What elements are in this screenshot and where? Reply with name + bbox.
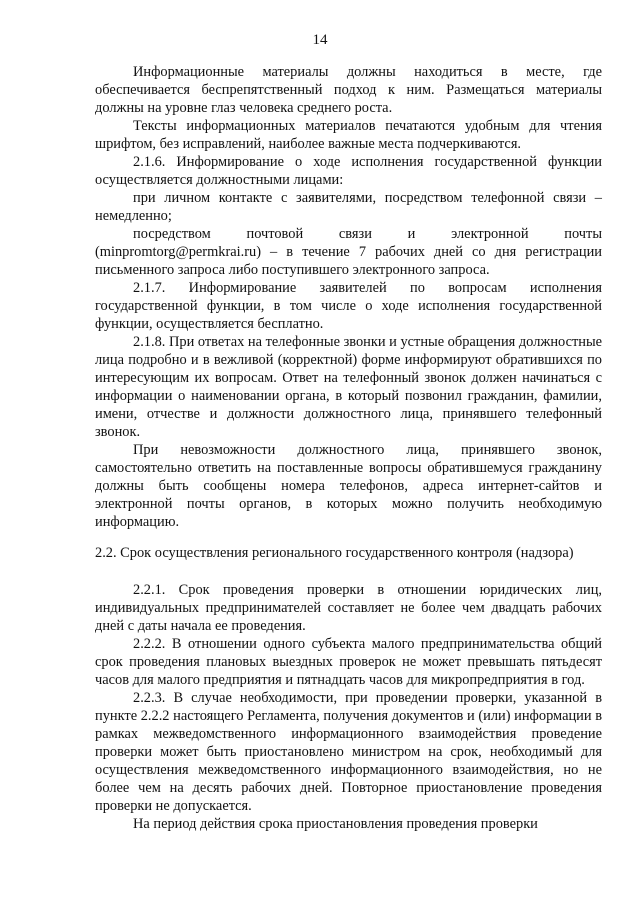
section-heading: 2.2. Срок осуществления регионального государственного контроля (надзора) [95,545,574,561]
paragraph: При невозможности должностного лица, принявшего звонок, самостоятельно ответить на поставленные вопросы обратившемуся гражданину должны быть сообщены номера телефонов, адреса интернет-сайтов и электронной почты органов, в которых можно получить необходимую информацию. [95,442,602,530]
paragraph: Тексты информационных материалов печатаются удобным для чтения шрифтом, без исправлений, наиболее важные места подчеркиваются. [95,118,602,152]
paragraph: 2.1.8. При ответах на телефонные звонки и устные обращения должностные лица подробно и в вежливой (корректной) форме информируют обратившихся по интересующим их вопросам. Ответ на телефонный звонок должен начинаться с информации о наименовании органа, в который позвонил гражданин, фамилии, имени, отчестве и должности должностного лица, принявшего телефонный звонок. [95,334,603,440]
paragraph: Информационные материалы должны находиться в месте, где обеспечивается беспрепятственный подход к ним. Размещаться материалы должны на уровне глаз человека среднего роста. [95,64,602,116]
paragraph: 2.1.6. Информирование о ходе исполнения государственной функции осуществляется должностными лицами: [95,154,602,188]
paragraph: 2.1.7. Информирование заявителей по вопросам исполнения государственной функции, в том числе о ходе исполнения государственной функции, осуществляется бесплатно. [95,280,602,332]
paragraph: 2.2.1. Срок проведения проверки в отношении юридических лиц, индивидуальных предпринимателей составляет не более чем двадцать рабочих дней с даты начала ее проведения. [95,582,602,634]
paragraph: посредством почтовой связи и электронной почты (minpromtorg@permkrai.ru) – в течение 7 рабочих дней со дня регистрации письменного запроса либо поступившего электронного запроса. [95,226,602,278]
paragraph: при личном контакте с заявителями, посредством телефонной связи – немедленно; [95,190,602,224]
paragraph: На период действия срока приостановления проведения проверки [133,816,538,832]
page-number: 14 [312,32,328,48]
paragraph: 2.2.2. В отношении одного субъекта малого предпринимательства общий срок проведения плановых выездных проверок не может превышать пятьдесят часов для малого предприятия и пятнадцать часов для микропредприятия в год. [95,636,602,688]
paragraph: 2.2.3. В случае необходимости, при проведении проверки, указанной в пункте 2.2.2 настоящего Регламента, получения документов и (или) информации в рамках межведомственного информационного взаимодействия проведение проверки может быть приостановлено министром на срок, необходимый для осуществления межведомственного информационного взаимодействия, но не более чем на десять рабочих дней. Повторное приостановление проведения проверки не допускается. [95,690,602,814]
document-body [95,63,602,833]
